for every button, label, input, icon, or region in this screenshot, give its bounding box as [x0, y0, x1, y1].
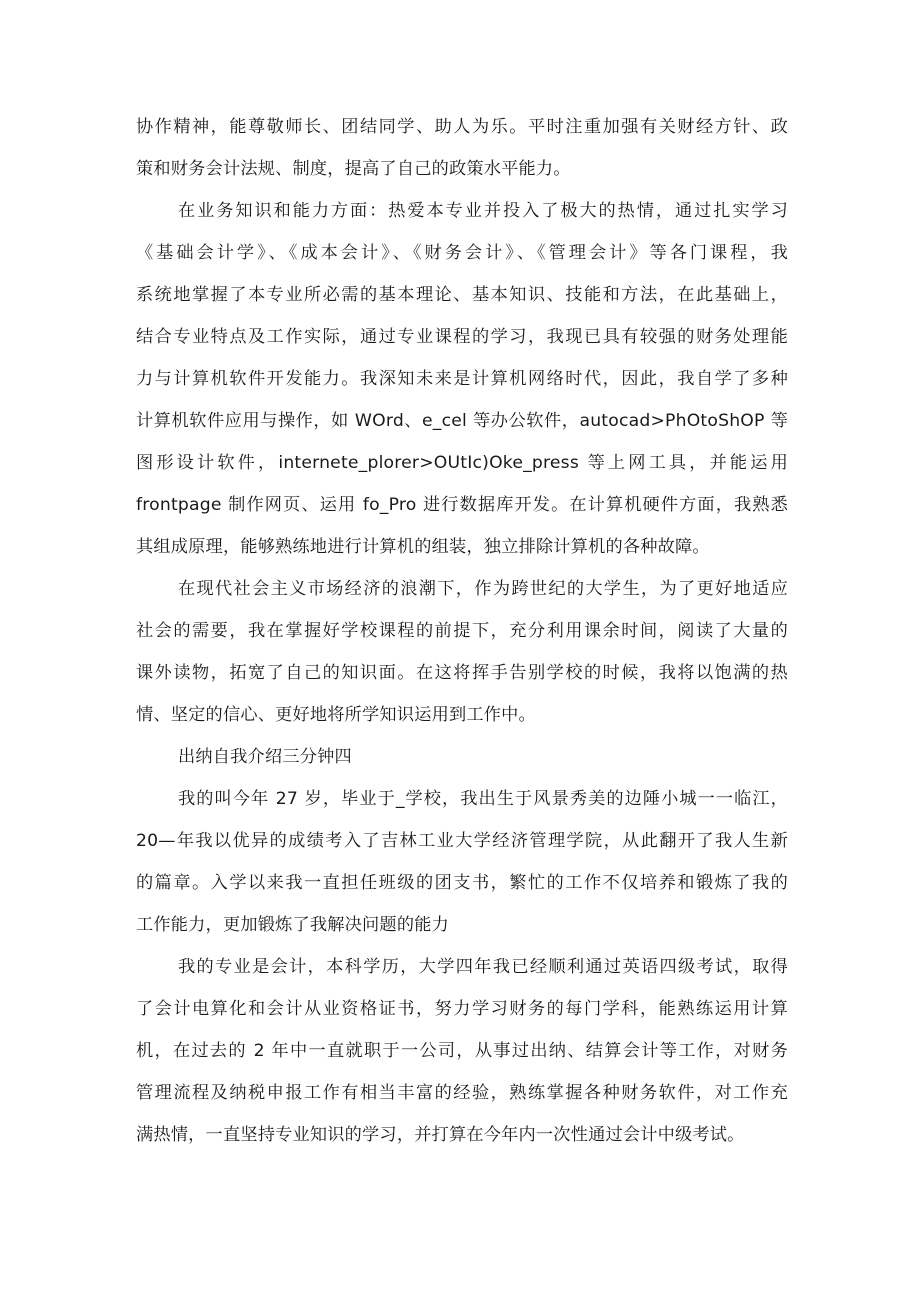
text-line: 社会的需要，我在掌握好学校课程的前提下，充分利用课余时间，阅读了大量的: [136, 621, 788, 641]
document-body: [136, 106, 788, 1156]
text-line: 管理流程及纳税申报工作有相当丰富的经验，熟练掌握各种财务软件，对工作充: [136, 1083, 788, 1103]
text-line: 结合专业特点及工作实际，通过专业课程的学习，我现已具有较强的财务处理能: [136, 327, 788, 347]
text-line: 计算机软件应用与操作，如 WOrd、e_cel 等办公软件，autocad>PhOtoShOP 等: [136, 411, 788, 431]
text-line: 情、坚定的信心、更好地将所学知识运用到工作中。: [136, 705, 536, 725]
text-line: 策和财务会计法规、制度，提高了自己的政策水平能力。: [136, 159, 571, 179]
text-line: 图形设计软件，internete_plorer>OUtIc)Oke_press 等上网工具，并能运用: [136, 453, 788, 473]
text-line: 满热情，一直坚持专业知识的学习，并打算在今年内一次性通过会计中级考试。: [136, 1125, 745, 1145]
text-line: 协作精神，能尊敬师长、团结同学、助人为乐。平时注重加强有关财经方针、政: [136, 117, 788, 137]
text-line: 机，在过去的 2 年中一直就职于一公司，从事过出纳、结算会计等工作，对财务: [136, 1041, 788, 1061]
text-line: 其组成原理，能够熟练地进行计算机的组装，独立排除计算机的各种故障。: [136, 537, 710, 557]
text-line: 力与计算机软件开发能力。我深知未来是计算机网络时代，因此，我自学了多种: [136, 369, 788, 389]
text-line: 20—年我以优异的成绩考入了吉林工业大学经济管理学院，从此翻开了我人生新: [136, 831, 788, 851]
text-line: 《基础会计学》、《成本会计》、《财务会计》、《管理会计》等各门课程，我: [136, 243, 788, 263]
text-line: 的篇章。入学以来我一直担任班级的团支书，繁忙的工作不仅培养和锻炼了我的: [136, 873, 788, 893]
text-line: 系统地掌握了本专业所必需的基本理论、基本知识、技能和方法，在此基础上，: [136, 285, 788, 305]
paragraph-first-line: 在业务知识和能力方面：热爱本专业并投入了极大的热情，通过扎实学习: [178, 201, 788, 221]
section-heading: 出纳自我介绍三分钟四: [178, 747, 352, 767]
paragraph-first-line: 我的专业是会计，本科学历，大学四年我已经顺利通过英语四级考试，取得: [178, 957, 788, 977]
text-line: 工作能力，更加锻炼了我解决问题的能力: [136, 915, 449, 935]
text-line: 了会计电算化和会计从业资格证书，努力学习财务的每门学科，能熟练运用计算: [136, 999, 788, 1019]
text-line: 课外读物，拓宽了自己的知识面。在这将挥手告别学校的时候，我将以饱满的热: [136, 663, 788, 683]
paragraph-first-line: 我的叫今年 27 岁，毕业于_学校，我出生于风景秀美的边陲小城一一临江，: [178, 789, 788, 809]
paragraph-first-line: 在现代社会主义市场经济的浪潮下，作为跨世纪的大学生，为了更好地适应: [178, 579, 788, 599]
text-line: frontpage 制作网页、运用 fo_Pro 进行数据库开发。在计算机硬件方面，我熟悉: [136, 495, 788, 515]
